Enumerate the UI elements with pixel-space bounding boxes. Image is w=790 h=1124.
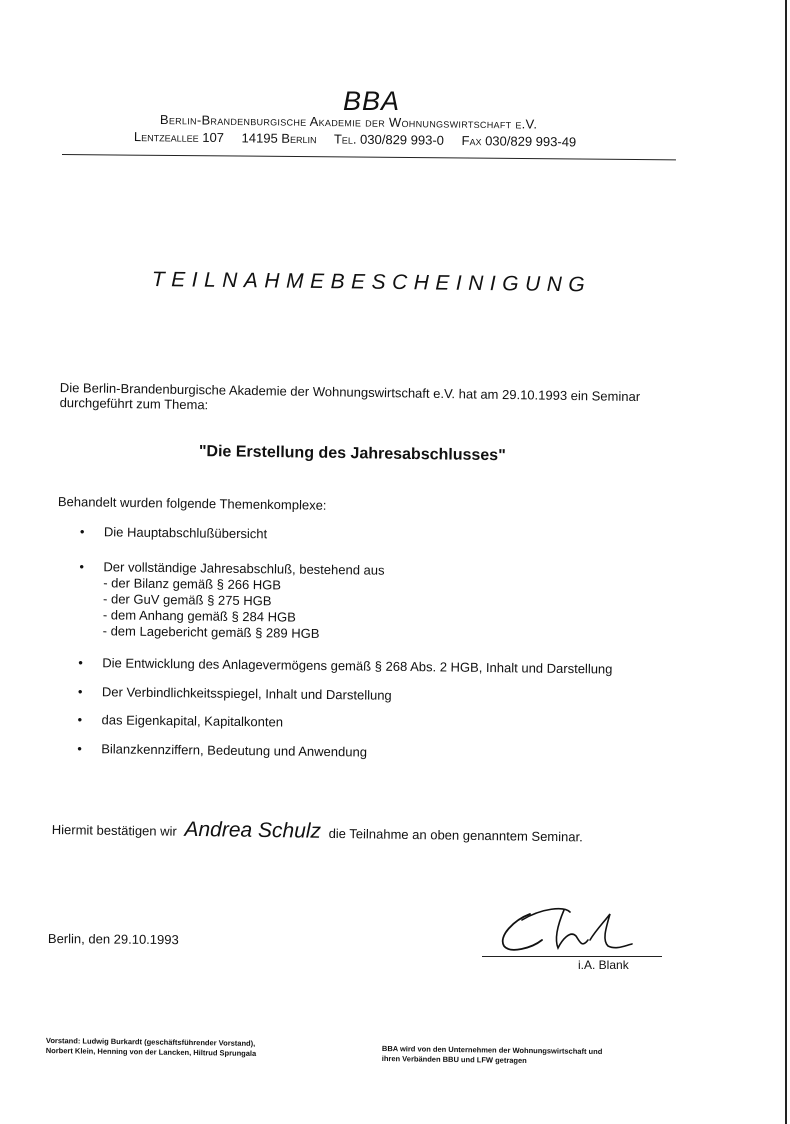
topic-label: Der vollständige Jahresabschluß, bestehend aus [103, 559, 385, 578]
confirmation-line [52, 816, 583, 847]
document-title: TEILNAHMEBESCHEINIGUNG [151, 268, 592, 297]
address-line [134, 129, 590, 150]
scan-edge-line [785, 0, 787, 1124]
topic-label: Die Hauptabschlußübersicht [103, 524, 268, 542]
topic-subitem: - der Bilanz gemäß § 266 HGB [103, 575, 282, 593]
topics-lead: Behandelt wurden folgende Themenkomplexe: [57, 494, 327, 513]
confirmation-after: die Teilnahme an oben genanntem Seminar. [328, 825, 583, 845]
topic-list [77, 524, 690, 764]
phone: Tel. 030/829 993-0 [333, 131, 445, 148]
footer-note-line: ihren Verbänden BBU und LFW getragen [381, 1053, 527, 1065]
topic-label: Die Entwicklung des Anlagevermögens gemäß § 268 Abs. 2 HGB, Inhalt und Darstellung [102, 655, 613, 677]
footer-board [46, 1036, 257, 1058]
topic-subitem: - der GuV gemäß § 275 HGB [102, 591, 272, 609]
logo: BBA [343, 86, 401, 116]
intro-text: Die Berlin-Brandenburgische Akademie der Wohnungswirtschaft e.V. hat am 29.10.1993 ein Seminar durchgeführt zum Thema: [59, 380, 641, 413]
footer-note-line: BBA wird von den Unternehmen der Wohnungswirtschaft und [381, 1044, 603, 1057]
footer-board-line: Vorstand: Ludwig Burkardt (geschäftsführender Vorstand), [45, 1036, 256, 1048]
header-divider [62, 154, 676, 160]
signature-line [482, 956, 662, 957]
footer-note [382, 1044, 603, 1066]
topic-item [78, 655, 688, 678]
confirmation-before: Hiermit bestätigen wir [51, 821, 177, 839]
participant-name: Andrea Schulz [184, 817, 322, 843]
topic-item [78, 712, 688, 735]
topic-label: das Eigenkapital, Kapitalkonten [101, 712, 284, 730]
topic-item [79, 559, 690, 646]
topic-subitem: - dem Anhang gemäß § 284 HGB [102, 607, 296, 625]
fax: Fax 030/829 993-49 [461, 133, 577, 150]
street: Lentzeallee 107 [133, 129, 225, 146]
topic-sublist [103, 575, 690, 646]
organization-name: Berlin-Brandenburgische Akademie der Wohnungswirtschaft e.V. [159, 112, 538, 132]
topic-item [78, 684, 688, 707]
topic-item [80, 524, 690, 547]
topic-subitem: - dem Lagebericht gemäß § 289 HGB [102, 623, 320, 641]
seminar-title: "Die Erstellung des Jahresabschlusses" [198, 443, 506, 465]
signer-name: i.A. Blank [578, 958, 629, 972]
topic-label: Der Verbindlichkeitsspiegel, Inhalt und Darstellung [101, 684, 392, 703]
city: 14195 Berlin [241, 130, 317, 147]
signature-icon [492, 900, 642, 956]
place-date: Berlin, den 29.10.1993 [47, 931, 179, 948]
topic-item [77, 741, 687, 764]
footer-board-line: Norbert Klein, Henning von der Lancken, Hiltrud Sprungala [45, 1045, 257, 1058]
topic-label: Bilanzkennziffern, Bedeutung und Anwendung [101, 741, 368, 760]
